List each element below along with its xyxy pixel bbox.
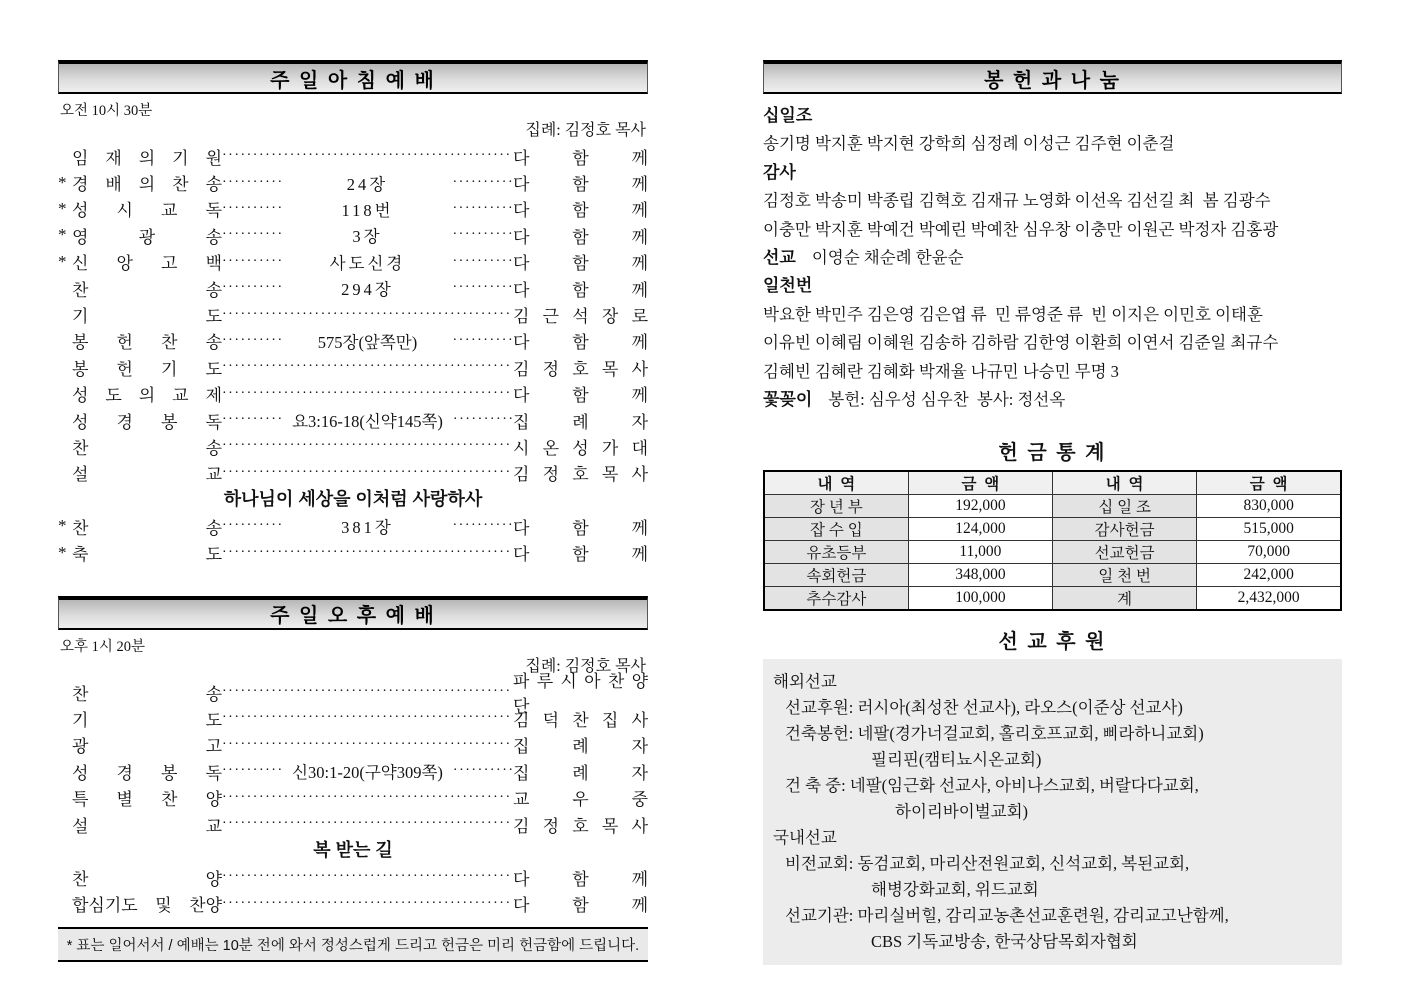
row-label: 성 경 봉 독 bbox=[72, 763, 222, 783]
standing-note: * 표는 일어서서 / 예배는 10분 전에 와서 정성스럽게 드리고 헌금은 미리 헌금함에 드립니다. bbox=[58, 927, 648, 962]
star-marker: * bbox=[58, 172, 67, 192]
morning-service-title: 주 일 아 침 예 배 bbox=[270, 69, 436, 92]
row-performer: 다 함 께 bbox=[513, 227, 648, 247]
worship-row bbox=[58, 354, 648, 380]
leader-dots bbox=[222, 386, 513, 402]
leader-dots bbox=[222, 359, 513, 375]
leader-dots bbox=[453, 227, 514, 243]
stats-item: 유초등부 bbox=[764, 541, 908, 564]
row-performer: 다 함 께 bbox=[513, 333, 648, 353]
mission-line: 건축봉헌: 네팔(경가너걸교회, 홀리호프교회, 삐라하니교회) bbox=[785, 724, 1204, 744]
row-performer: 다 함 께 bbox=[513, 896, 648, 916]
worship-row bbox=[58, 169, 648, 195]
stats-amount: 830,000 bbox=[1197, 495, 1341, 518]
col-header-amount: 금 액 bbox=[1197, 471, 1341, 495]
row-performer: 다 함 께 bbox=[513, 545, 648, 565]
worship-row bbox=[58, 433, 648, 459]
offering-header bbox=[763, 60, 1342, 94]
worship-row bbox=[58, 705, 648, 731]
worship-row bbox=[58, 407, 648, 433]
leader-dots bbox=[222, 227, 283, 243]
stats-amount: 124,000 bbox=[908, 518, 1052, 541]
worship-row bbox=[58, 301, 648, 327]
stats-item: 장 년 부 bbox=[764, 495, 908, 518]
leader-dots bbox=[222, 201, 283, 217]
leader-dots bbox=[453, 763, 513, 779]
leader-dots bbox=[222, 438, 513, 454]
domestic-mission-label: 국내선교 bbox=[773, 828, 837, 848]
leader-dots bbox=[222, 175, 283, 191]
stats-item: 속회헌금 bbox=[764, 564, 908, 587]
row-performer: 김 근 석 장 로 bbox=[513, 307, 648, 327]
row-value: 3장 bbox=[352, 227, 383, 247]
leader-dots bbox=[222, 710, 513, 726]
star-marker: * bbox=[58, 198, 67, 218]
sermon-title: 하나님이 세상을 이처럼 사랑하사 bbox=[223, 489, 483, 510]
worship-row bbox=[58, 891, 648, 917]
row-performer: 다 함 께 bbox=[513, 386, 648, 406]
stats-amount: 11,000 bbox=[908, 541, 1052, 564]
row-label: 찬 송 bbox=[72, 684, 222, 704]
overseas-mission-label: 해외선교 bbox=[773, 672, 837, 692]
thanks-names-line1: 김정호 박송미 박종립 김혁호 김재규 노영화 이선옥 김선길 최 봄 김광수 bbox=[763, 191, 1271, 211]
afternoon-service-header bbox=[58, 596, 648, 630]
stats-item: 잡 수 입 bbox=[764, 518, 908, 541]
row-label: 신 앙 고 백 bbox=[72, 254, 222, 274]
row-performer: 집 례 자 bbox=[513, 737, 648, 757]
stats-amount: 192,000 bbox=[908, 495, 1052, 518]
col-header-amount: 금 액 bbox=[908, 471, 1052, 495]
leader-dots bbox=[222, 333, 283, 349]
mission-label: 선교 bbox=[763, 247, 796, 267]
leader-dots bbox=[453, 280, 514, 296]
worship-row bbox=[58, 381, 648, 407]
mission-line: 비전교회: 동검교회, 마리산전원교회, 신석교회, 복된교회, bbox=[785, 854, 1190, 874]
col-header-item: 내 역 bbox=[764, 471, 908, 495]
sermon-title: 복 받는 길 bbox=[313, 840, 393, 861]
star-marker: * bbox=[58, 542, 67, 562]
thousand-label: 일천번 bbox=[763, 276, 813, 296]
worship-row bbox=[58, 732, 648, 758]
worship-row bbox=[58, 811, 648, 837]
offering-groups bbox=[763, 102, 1342, 414]
table-row bbox=[764, 564, 1341, 587]
thousand-names-line1: 박요한 박민주 김은영 김은엽 류 민 류영준 류 빈 이지은 이민호 이태훈 bbox=[763, 304, 1263, 324]
mission-line: 선교기관: 마리실버힐, 감리교농촌선교훈련원, 감리교고난함께, bbox=[785, 906, 1229, 926]
row-label: 봉 헌 찬 송 bbox=[72, 333, 222, 353]
stats-item: 선교헌금 bbox=[1053, 541, 1197, 564]
table-row bbox=[764, 587, 1341, 611]
row-performer: 김 덕 찬 집 사 bbox=[513, 710, 648, 730]
row-performer: 시 온 성 가 대 bbox=[513, 438, 648, 458]
stats-header-row bbox=[764, 471, 1341, 495]
leader-dots bbox=[222, 148, 513, 164]
leader-dots bbox=[222, 412, 282, 428]
row-value: 사도신경 bbox=[329, 253, 406, 273]
row-performer: 다 함 께 bbox=[513, 201, 648, 221]
tithe-names: 송기명 박지훈 박지현 강학희 심정례 이성근 김주현 이춘걸 bbox=[763, 134, 1175, 154]
leader-dots bbox=[222, 545, 513, 561]
left-column bbox=[58, 60, 648, 962]
row-label: 기 도 bbox=[72, 710, 222, 730]
row-performer: 파 루 시 아 찬 양 단 bbox=[513, 672, 648, 717]
row-label: 찬 양 bbox=[72, 869, 222, 889]
mission-names: 이영순 채순례 한윤순 bbox=[811, 247, 964, 267]
row-performer: 김 정 호 목 사 bbox=[513, 465, 648, 485]
morning-officiant: 집례: 김정호 목사 bbox=[525, 122, 646, 139]
stats-amount: 242,000 bbox=[1197, 564, 1341, 587]
row-label: 성 시 교 독 bbox=[72, 201, 222, 221]
star-marker: * bbox=[58, 516, 67, 536]
worship-row bbox=[58, 275, 648, 301]
row-performer: 집 례 자 bbox=[513, 763, 649, 783]
mission-offering-line bbox=[763, 244, 1342, 272]
right-column bbox=[763, 60, 1342, 965]
row-value: 575장(앞쪽만) bbox=[317, 332, 418, 352]
row-label: 봉 헌 기 도 bbox=[72, 359, 222, 379]
leader-dots bbox=[453, 518, 514, 534]
leader-dots bbox=[453, 254, 514, 270]
leader-dots bbox=[222, 816, 513, 832]
mission-support-box bbox=[763, 659, 1342, 965]
row-label: 특 별 찬 양 bbox=[72, 790, 222, 810]
row-label: 찬 송 bbox=[72, 280, 222, 300]
row-performer: 다 함 께 bbox=[513, 254, 648, 274]
stats-amount: 70,000 bbox=[1197, 541, 1341, 564]
afternoon-service-time: 오후 1시 20분 bbox=[60, 638, 146, 655]
row-label: 합심기도 및 찬양 bbox=[72, 896, 222, 916]
afternoon-service-title: 주 일 오 후 예 배 bbox=[270, 605, 436, 628]
leader-dots bbox=[222, 518, 283, 534]
leader-dots bbox=[222, 465, 513, 481]
row-performer: 교 우 중 bbox=[513, 790, 648, 810]
morning-service-header bbox=[58, 60, 648, 94]
row-value: 381장 bbox=[341, 518, 394, 538]
row-performer: 다 함 께 bbox=[513, 280, 648, 300]
leader-dots bbox=[222, 896, 513, 912]
row-performer: 김 정 호 목 사 bbox=[513, 816, 648, 836]
leader-dots bbox=[222, 254, 283, 270]
row-label: 기 도 bbox=[72, 307, 222, 327]
row-label: 광 고 bbox=[72, 737, 222, 757]
row-label: 임 재 의 기 원 bbox=[72, 148, 222, 168]
leader-dots bbox=[222, 684, 513, 700]
stats-total-amount: 2,432,000 bbox=[1197, 587, 1341, 611]
mission-line: 해병강화교회, 위드교회 bbox=[871, 880, 1039, 900]
mission-line: 필리핀(캠티뇨시온교회) bbox=[871, 750, 1042, 770]
worship-row bbox=[58, 539, 648, 565]
row-performer: 다 함 께 bbox=[513, 518, 648, 538]
worship-row bbox=[58, 864, 648, 890]
row-performer: 다 함 께 bbox=[513, 148, 648, 168]
worship-row bbox=[58, 143, 648, 169]
row-label: 찬 송 bbox=[72, 438, 222, 458]
flower-text: 봉헌: 심우성 심우찬 봉사: 정선옥 bbox=[828, 389, 1066, 409]
row-label: 성 경 봉 독 bbox=[72, 412, 222, 432]
thanks-names-line2: 이충만 박지훈 박예건 박예린 박예찬 심우창 이충만 이원곤 박정자 김홍광 bbox=[763, 219, 1279, 239]
stats-amount: 348,000 bbox=[908, 564, 1052, 587]
star-marker: * bbox=[58, 251, 67, 271]
row-performer: 김 정 호 목 사 bbox=[513, 359, 648, 379]
mission-support-heading: 선 교 후 원 bbox=[998, 631, 1107, 654]
offering-title: 봉 헌 과 나 눔 bbox=[984, 69, 1121, 92]
flower-line bbox=[763, 386, 1342, 414]
table-row bbox=[764, 495, 1341, 518]
worship-row bbox=[58, 222, 648, 248]
stats-item: 감사헌금 bbox=[1053, 518, 1197, 541]
leader-dots bbox=[222, 280, 283, 296]
leader-dots bbox=[222, 869, 513, 885]
mission-line: 하이리바이벌교회) bbox=[895, 802, 1029, 822]
stats-heading: 헌 금 통 계 bbox=[998, 442, 1107, 465]
afternoon-order-list bbox=[58, 672, 649, 917]
leader-dots bbox=[453, 412, 513, 428]
worship-row bbox=[58, 672, 648, 717]
thousand-names-line3: 김혜빈 김혜란 김혜화 박재율 나규민 나승민 무명 3 bbox=[763, 361, 1119, 381]
star-marker: * bbox=[58, 225, 67, 245]
row-label: 찬 송 bbox=[72, 518, 222, 538]
worship-row bbox=[58, 784, 648, 810]
offering-stats-table bbox=[763, 470, 1342, 611]
row-label: 축 도 bbox=[72, 545, 222, 565]
worship-row bbox=[58, 758, 648, 784]
stats-item: 십 일 조 bbox=[1053, 495, 1197, 518]
leader-dots bbox=[453, 175, 514, 191]
row-label: 성 도 의 교 제 bbox=[72, 386, 222, 406]
table-row bbox=[764, 518, 1341, 541]
thanks-label: 감사 bbox=[763, 162, 796, 182]
stats-amount: 515,000 bbox=[1197, 518, 1341, 541]
leader-dots bbox=[222, 307, 513, 323]
leader-dots bbox=[222, 763, 282, 779]
leader-dots bbox=[453, 333, 514, 349]
leader-dots bbox=[222, 790, 513, 806]
afternoon-service-section bbox=[58, 596, 648, 962]
stats-amount: 100,000 bbox=[908, 587, 1052, 611]
worship-row bbox=[58, 328, 648, 354]
worship-row bbox=[58, 513, 648, 539]
tithe-label: 십일조 bbox=[763, 106, 813, 125]
row-label: 설 교 bbox=[72, 465, 222, 485]
worship-row bbox=[58, 249, 648, 275]
row-label: 설 교 bbox=[72, 816, 222, 836]
stats-total-label: 계 bbox=[1053, 587, 1197, 611]
row-value: 118번 bbox=[341, 200, 394, 220]
thousand-names-line2: 이유빈 이혜림 이혜원 김송하 김하람 김한영 이환희 이연서 김준일 최규수 bbox=[763, 333, 1279, 353]
stats-item: 일 천 번 bbox=[1053, 564, 1197, 587]
mission-line: 건 축 중: 네팔(임근화 선교사, 아비나스교회, 버랄다다교회, bbox=[785, 776, 1199, 796]
mission-line: CBS 기독교방송, 한국상담목회자협회 bbox=[871, 932, 1138, 952]
leader-dots bbox=[453, 201, 514, 217]
row-value: 24장 bbox=[346, 174, 389, 194]
afternoon-officiant: 집례: 김정호 목사 bbox=[525, 657, 646, 675]
stats-item: 추수감사 bbox=[764, 587, 908, 611]
worship-row bbox=[58, 460, 648, 486]
leader-dots bbox=[222, 737, 513, 753]
row-performer: 다 함 께 bbox=[513, 175, 648, 195]
worship-row bbox=[58, 196, 648, 222]
row-value: 294장 bbox=[341, 280, 394, 300]
mission-line: 선교후원: 러시아(최성찬 선교사), 라오스(이준상 선교사) bbox=[785, 698, 1183, 718]
row-value: 요3:16-18(신약145쪽) bbox=[292, 412, 443, 432]
table-row bbox=[764, 541, 1341, 564]
morning-service-time: 오전 10시 30분 bbox=[60, 103, 153, 119]
row-label: 경 배 의 찬 송 bbox=[72, 175, 222, 195]
row-performer: 집 례 자 bbox=[513, 412, 649, 432]
flower-label: 꽃꽂이 bbox=[763, 389, 813, 409]
col-header-item: 내 역 bbox=[1053, 471, 1197, 495]
row-label: 영 광 송 bbox=[72, 227, 222, 247]
row-performer: 다 함 께 bbox=[513, 869, 648, 889]
morning-order-list bbox=[58, 143, 648, 566]
row-value: 신30:1-20(구약309쪽) bbox=[292, 763, 443, 783]
